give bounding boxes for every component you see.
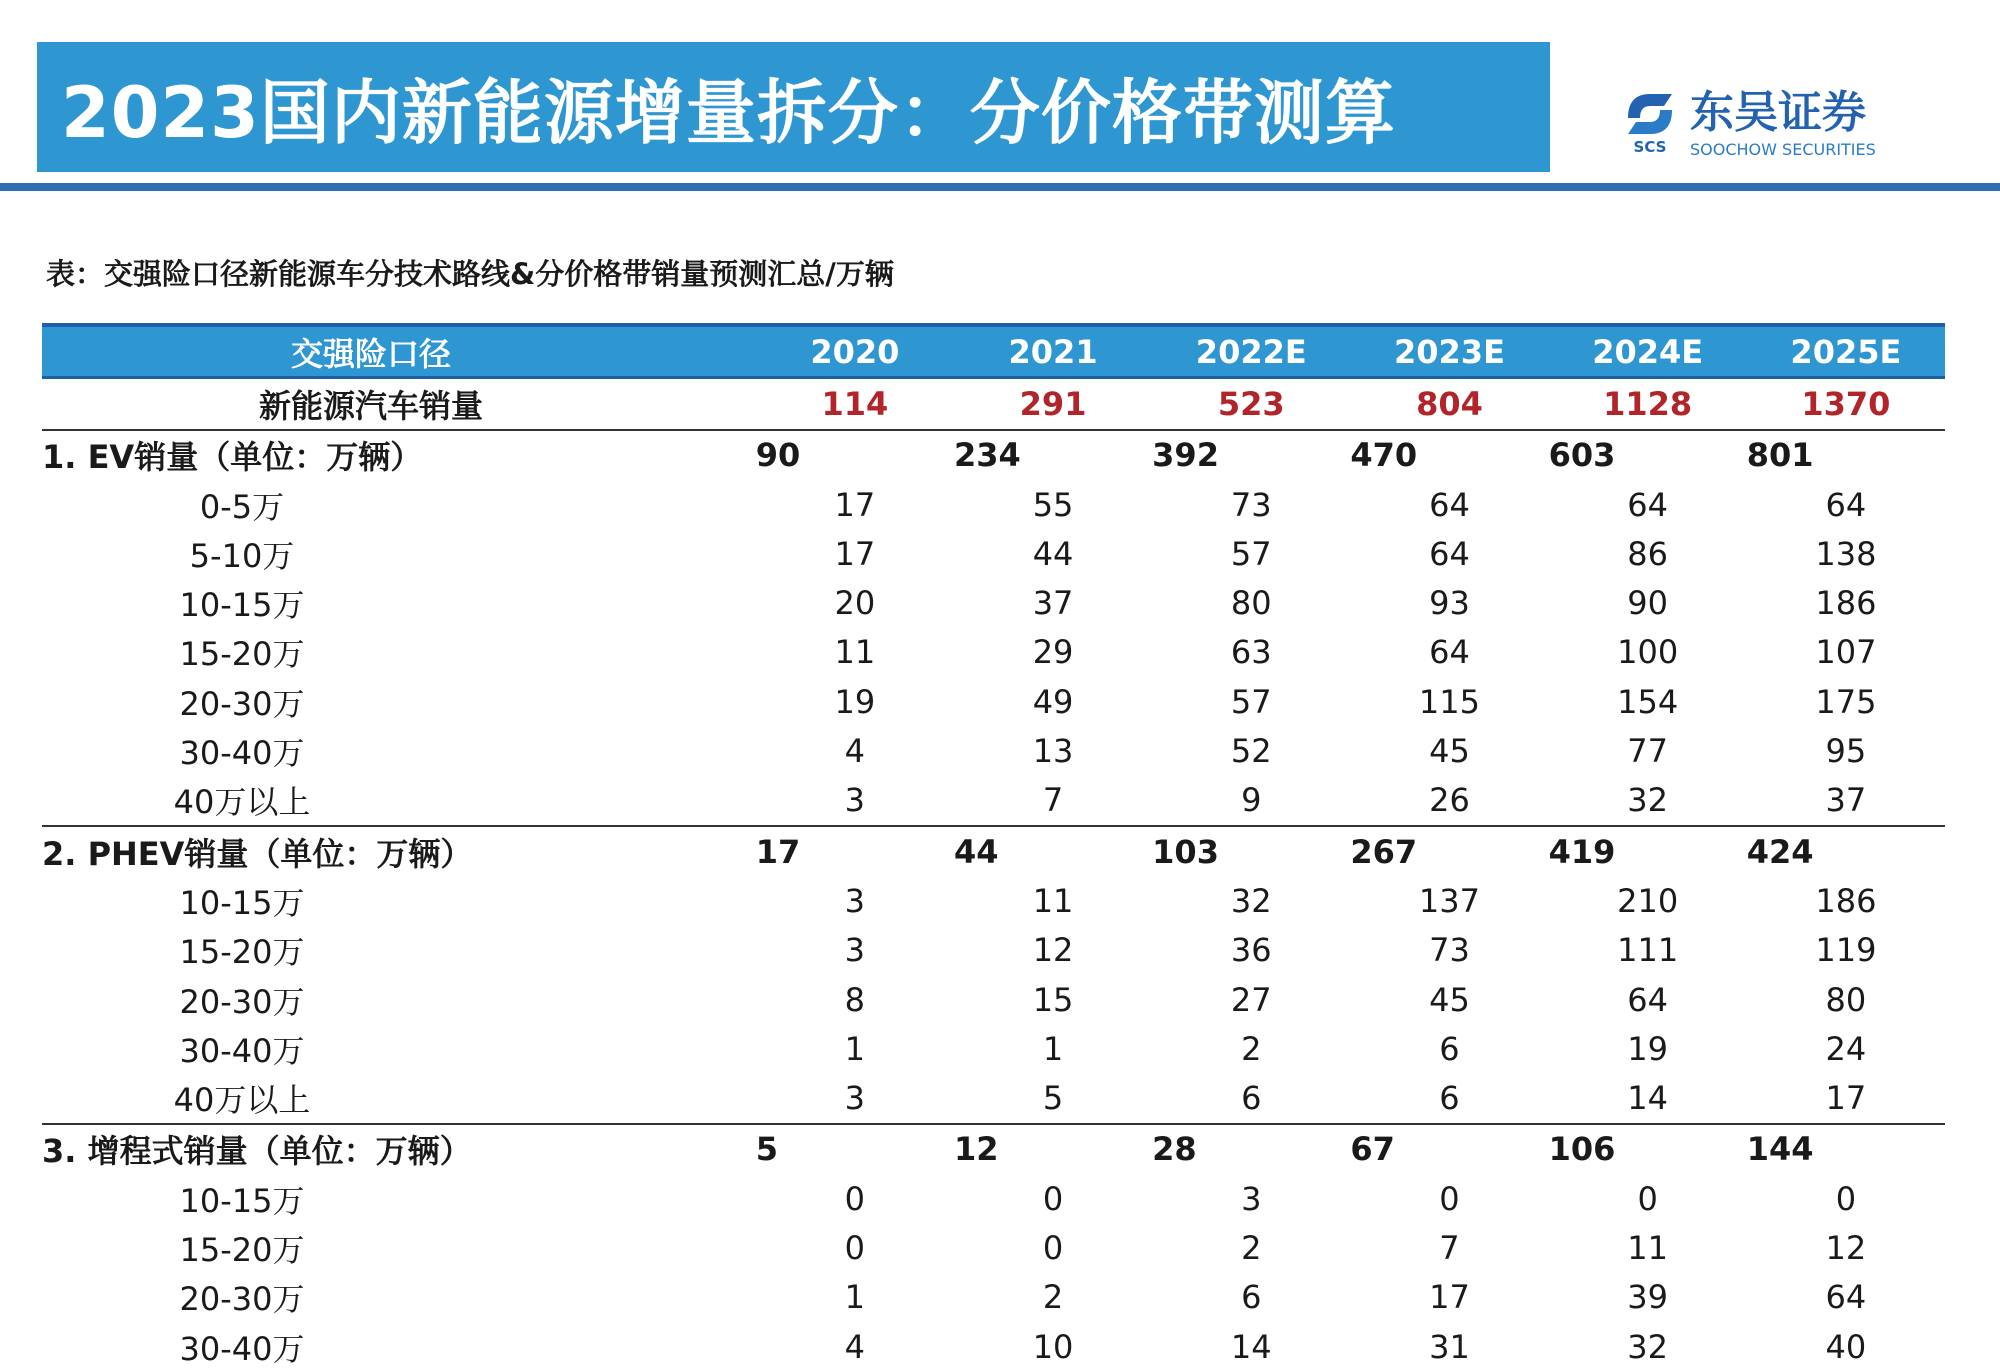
value-cell: 186 bbox=[1815, 584, 1877, 623]
value-cell: 73 bbox=[1429, 931, 1470, 970]
value-cell: 0 bbox=[844, 1228, 866, 1267]
row-label: 15-20万 bbox=[179, 635, 305, 674]
row-label: 20-30万 bbox=[179, 684, 305, 723]
row-label: 40万以上 bbox=[42, 776, 756, 826]
value-cell: 3 bbox=[844, 931, 866, 970]
value-cell: 32 bbox=[1230, 881, 1272, 920]
table-row bbox=[42, 1073, 1945, 1123]
value-cell: 64 bbox=[1429, 534, 1470, 573]
section-value: 12 bbox=[953, 1130, 999, 1169]
title-bar bbox=[37, 42, 1550, 172]
value-cell: 186 bbox=[1815, 881, 1877, 920]
value-cell: 57 bbox=[1230, 682, 1272, 721]
value-cell: 32 bbox=[1627, 1327, 1669, 1366]
logo-name-cn: 东吴证券 bbox=[1690, 87, 1866, 138]
value-cell: 12 bbox=[1032, 931, 1074, 970]
row-label: 30-40万 bbox=[179, 734, 305, 773]
value-cell: 3 bbox=[756, 776, 954, 826]
value-cell: 19 bbox=[834, 682, 876, 721]
value-cell: 11 bbox=[1032, 881, 1074, 920]
value-cell: 2 bbox=[1241, 1029, 1262, 1068]
header-cell: 2024E bbox=[1549, 325, 1747, 378]
section-label: 1. EV销量（单位：万辆） bbox=[42, 438, 423, 477]
header-cell: 交强险口径 bbox=[42, 325, 756, 378]
value-cell: 114 bbox=[756, 378, 954, 430]
table-row bbox=[42, 480, 1945, 529]
row-label: 15-20万 bbox=[179, 933, 305, 972]
page-title: 2023国内新能源增量拆分：分价格带测算 bbox=[61, 71, 1396, 154]
value-cell: 93 bbox=[1429, 584, 1470, 623]
value-cell: 3 bbox=[844, 881, 866, 920]
row-label: 40万以上 bbox=[42, 1073, 756, 1123]
value-cell: 14 bbox=[1549, 1073, 1747, 1123]
value-cell: 3 bbox=[1241, 1179, 1262, 1218]
value-cell: 12 bbox=[1825, 1228, 1867, 1267]
value-cell: 3 bbox=[756, 1073, 954, 1123]
section-value: 44 bbox=[953, 832, 999, 871]
row-label: 10-15万 bbox=[179, 883, 305, 922]
row-label: 20-30万 bbox=[179, 1280, 305, 1319]
value-cell: 138 bbox=[1815, 534, 1877, 573]
row-label: 10-15万 bbox=[179, 586, 305, 625]
section-value: 267 bbox=[1350, 832, 1418, 871]
row-label: 0-5万 bbox=[199, 487, 285, 526]
value-cell: 0 bbox=[1835, 1179, 1857, 1218]
table-row bbox=[42, 1322, 1945, 1371]
value-cell: 0 bbox=[844, 1179, 866, 1218]
value-cell: 111 bbox=[1617, 931, 1679, 970]
header-cell: 2020 bbox=[756, 325, 954, 378]
value-cell: 73 bbox=[1230, 485, 1272, 524]
value-cell: 13 bbox=[1032, 732, 1074, 771]
section-label: 3. 增程式销量（单位：万辆） bbox=[42, 1132, 472, 1171]
value-cell: 119 bbox=[1815, 931, 1877, 970]
value-cell: 17 bbox=[834, 485, 876, 524]
row-label: 30-40万 bbox=[179, 1031, 305, 1070]
value-cell: 40 bbox=[1825, 1327, 1867, 1366]
header-cell: 2025E bbox=[1747, 325, 1945, 378]
table-row bbox=[42, 1223, 1945, 1272]
value-cell: 14 bbox=[1230, 1327, 1272, 1366]
value-cell: 210 bbox=[1617, 881, 1679, 920]
header-cell: 2021 bbox=[954, 325, 1152, 378]
value-cell: 100 bbox=[1617, 633, 1679, 672]
table-row bbox=[42, 975, 1945, 1024]
section-value: 90 bbox=[755, 436, 801, 475]
value-cell: 64 bbox=[1429, 633, 1470, 672]
value-cell: 57 bbox=[1230, 534, 1272, 573]
value-cell: 0 bbox=[1439, 1179, 1460, 1218]
value-cell: 11 bbox=[1627, 1228, 1669, 1267]
table-caption: 表：交强险口径新能源车分技术路线&分价格带销量预测汇总/万辆 bbox=[46, 257, 894, 291]
section-value: 424 bbox=[1746, 832, 1814, 871]
value-cell: 8 bbox=[844, 980, 866, 1019]
section-value: 419 bbox=[1548, 832, 1616, 871]
row-label: 20-30万 bbox=[179, 982, 305, 1021]
section-value: 103 bbox=[1152, 832, 1219, 871]
value-cell: 64 bbox=[1429, 485, 1470, 524]
value-cell: 1 bbox=[844, 1029, 866, 1068]
value-cell: 64 bbox=[1627, 485, 1669, 524]
table-row bbox=[42, 776, 1945, 826]
value-cell: 55 bbox=[1032, 485, 1074, 524]
table-row bbox=[42, 926, 1945, 975]
value-cell: 26 bbox=[1350, 776, 1548, 826]
header-cell: 2022E bbox=[1152, 325, 1350, 378]
value-cell: 64 bbox=[1825, 1278, 1867, 1317]
value-cell: 17 bbox=[1747, 1073, 1945, 1123]
value-cell: 31 bbox=[1429, 1327, 1470, 1366]
value-cell: 36 bbox=[1230, 931, 1272, 970]
section-value: 17 bbox=[755, 832, 801, 871]
value-cell: 37 bbox=[1032, 584, 1074, 623]
value-cell: 37 bbox=[1747, 776, 1945, 826]
value-cell: 86 bbox=[1627, 534, 1669, 573]
value-cell: 1370 bbox=[1747, 378, 1945, 430]
value-cell: 20 bbox=[834, 584, 876, 623]
section-value: 234 bbox=[953, 436, 1021, 475]
value-cell: 11 bbox=[834, 633, 876, 672]
value-cell: 17 bbox=[834, 534, 876, 573]
table-row bbox=[42, 876, 1945, 925]
value-cell: 39 bbox=[1627, 1278, 1669, 1317]
section-value: 5 bbox=[755, 1130, 779, 1169]
value-cell: 0 bbox=[1042, 1179, 1064, 1218]
value-cell: 6 bbox=[1350, 1073, 1548, 1123]
value-cell: 4 bbox=[844, 1327, 866, 1366]
section-row-erev bbox=[42, 1124, 1945, 1174]
section-value: 67 bbox=[1350, 1130, 1395, 1169]
value-cell: 45 bbox=[1429, 732, 1470, 771]
row-label: 新能源汽车销量 bbox=[42, 378, 756, 430]
value-cell: 19 bbox=[1627, 1029, 1669, 1068]
value-cell: 49 bbox=[1032, 682, 1074, 721]
value-cell: 7 bbox=[954, 776, 1152, 826]
value-cell: 80 bbox=[1230, 584, 1272, 623]
value-cell: 523 bbox=[1152, 378, 1350, 430]
value-cell: 63 bbox=[1230, 633, 1272, 672]
value-cell: 0 bbox=[1042, 1228, 1064, 1267]
section-value: 801 bbox=[1746, 436, 1814, 475]
section-row-ev bbox=[42, 430, 1945, 480]
company-logo bbox=[1620, 88, 1900, 162]
table-row bbox=[42, 529, 1945, 578]
section-value: 106 bbox=[1548, 1130, 1616, 1169]
soochow-logo-icon bbox=[1620, 88, 1680, 158]
value-cell: 6 bbox=[1152, 1073, 1350, 1123]
value-cell: 804 bbox=[1350, 378, 1548, 430]
value-cell: 64 bbox=[1627, 980, 1669, 1019]
row-label: 10-15万 bbox=[179, 1181, 305, 1220]
table-row bbox=[42, 1273, 1945, 1322]
total-row bbox=[42, 378, 1945, 430]
value-cell: 107 bbox=[1815, 633, 1877, 672]
logo-name-en: SOOCHOW SECURITIES bbox=[1690, 140, 1876, 159]
value-cell: 24 bbox=[1825, 1029, 1867, 1068]
table-row bbox=[42, 578, 1945, 627]
table-header-row bbox=[42, 325, 1945, 378]
header-cell: 2023E bbox=[1350, 325, 1548, 378]
value-cell: 10 bbox=[1032, 1327, 1074, 1366]
value-cell: 2 bbox=[1042, 1278, 1064, 1317]
header-rule bbox=[0, 183, 2000, 191]
value-cell: 1 bbox=[1042, 1029, 1064, 1068]
table-row bbox=[42, 1174, 1945, 1223]
value-cell: 137 bbox=[1418, 881, 1480, 920]
value-cell: 29 bbox=[1032, 633, 1074, 672]
value-cell: 6 bbox=[1439, 1029, 1460, 1068]
forecast-table bbox=[42, 323, 1945, 1371]
section-value: 28 bbox=[1152, 1130, 1197, 1169]
value-cell: 291 bbox=[954, 378, 1152, 430]
value-cell: 2 bbox=[1241, 1228, 1262, 1267]
value-cell: 15 bbox=[1032, 980, 1074, 1019]
value-cell: 52 bbox=[1230, 732, 1272, 771]
row-label: 30-40万 bbox=[179, 1329, 305, 1368]
value-cell: 80 bbox=[1825, 980, 1867, 1019]
value-cell: 17 bbox=[1429, 1278, 1470, 1317]
value-cell: 77 bbox=[1627, 732, 1669, 771]
value-cell: 5 bbox=[954, 1073, 1152, 1123]
value-cell: 90 bbox=[1627, 584, 1669, 623]
table-row bbox=[42, 726, 1945, 775]
table-row bbox=[42, 628, 1945, 677]
value-cell: 27 bbox=[1230, 980, 1272, 1019]
value-cell: 6 bbox=[1241, 1278, 1262, 1317]
section-value: 392 bbox=[1152, 436, 1219, 475]
value-cell: 64 bbox=[1825, 485, 1867, 524]
value-cell: 9 bbox=[1152, 776, 1350, 826]
table-row bbox=[42, 677, 1945, 726]
value-cell: 7 bbox=[1439, 1228, 1460, 1267]
section-value: 470 bbox=[1350, 436, 1418, 475]
value-cell: 95 bbox=[1825, 732, 1867, 771]
row-label: 15-20万 bbox=[179, 1230, 305, 1269]
value-cell: 32 bbox=[1549, 776, 1747, 826]
value-cell: 45 bbox=[1429, 980, 1470, 1019]
value-cell: 0 bbox=[1637, 1179, 1658, 1218]
value-cell: 1 bbox=[844, 1278, 866, 1317]
value-cell: 44 bbox=[1032, 534, 1074, 573]
value-cell: 115 bbox=[1418, 682, 1480, 721]
value-cell: 4 bbox=[844, 732, 866, 771]
row-label: 5-10万 bbox=[189, 536, 295, 575]
table-row bbox=[42, 1024, 1945, 1073]
value-cell: 154 bbox=[1617, 682, 1679, 721]
section-value: 603 bbox=[1548, 436, 1616, 475]
section-value: 144 bbox=[1746, 1130, 1814, 1169]
logo-mark-text: SCS bbox=[1633, 138, 1667, 156]
section-row-phev bbox=[42, 826, 1945, 876]
section-label: 2. PHEV销量（单位：万辆） bbox=[42, 834, 473, 873]
value-cell: 1128 bbox=[1549, 378, 1747, 430]
value-cell: 175 bbox=[1815, 682, 1877, 721]
